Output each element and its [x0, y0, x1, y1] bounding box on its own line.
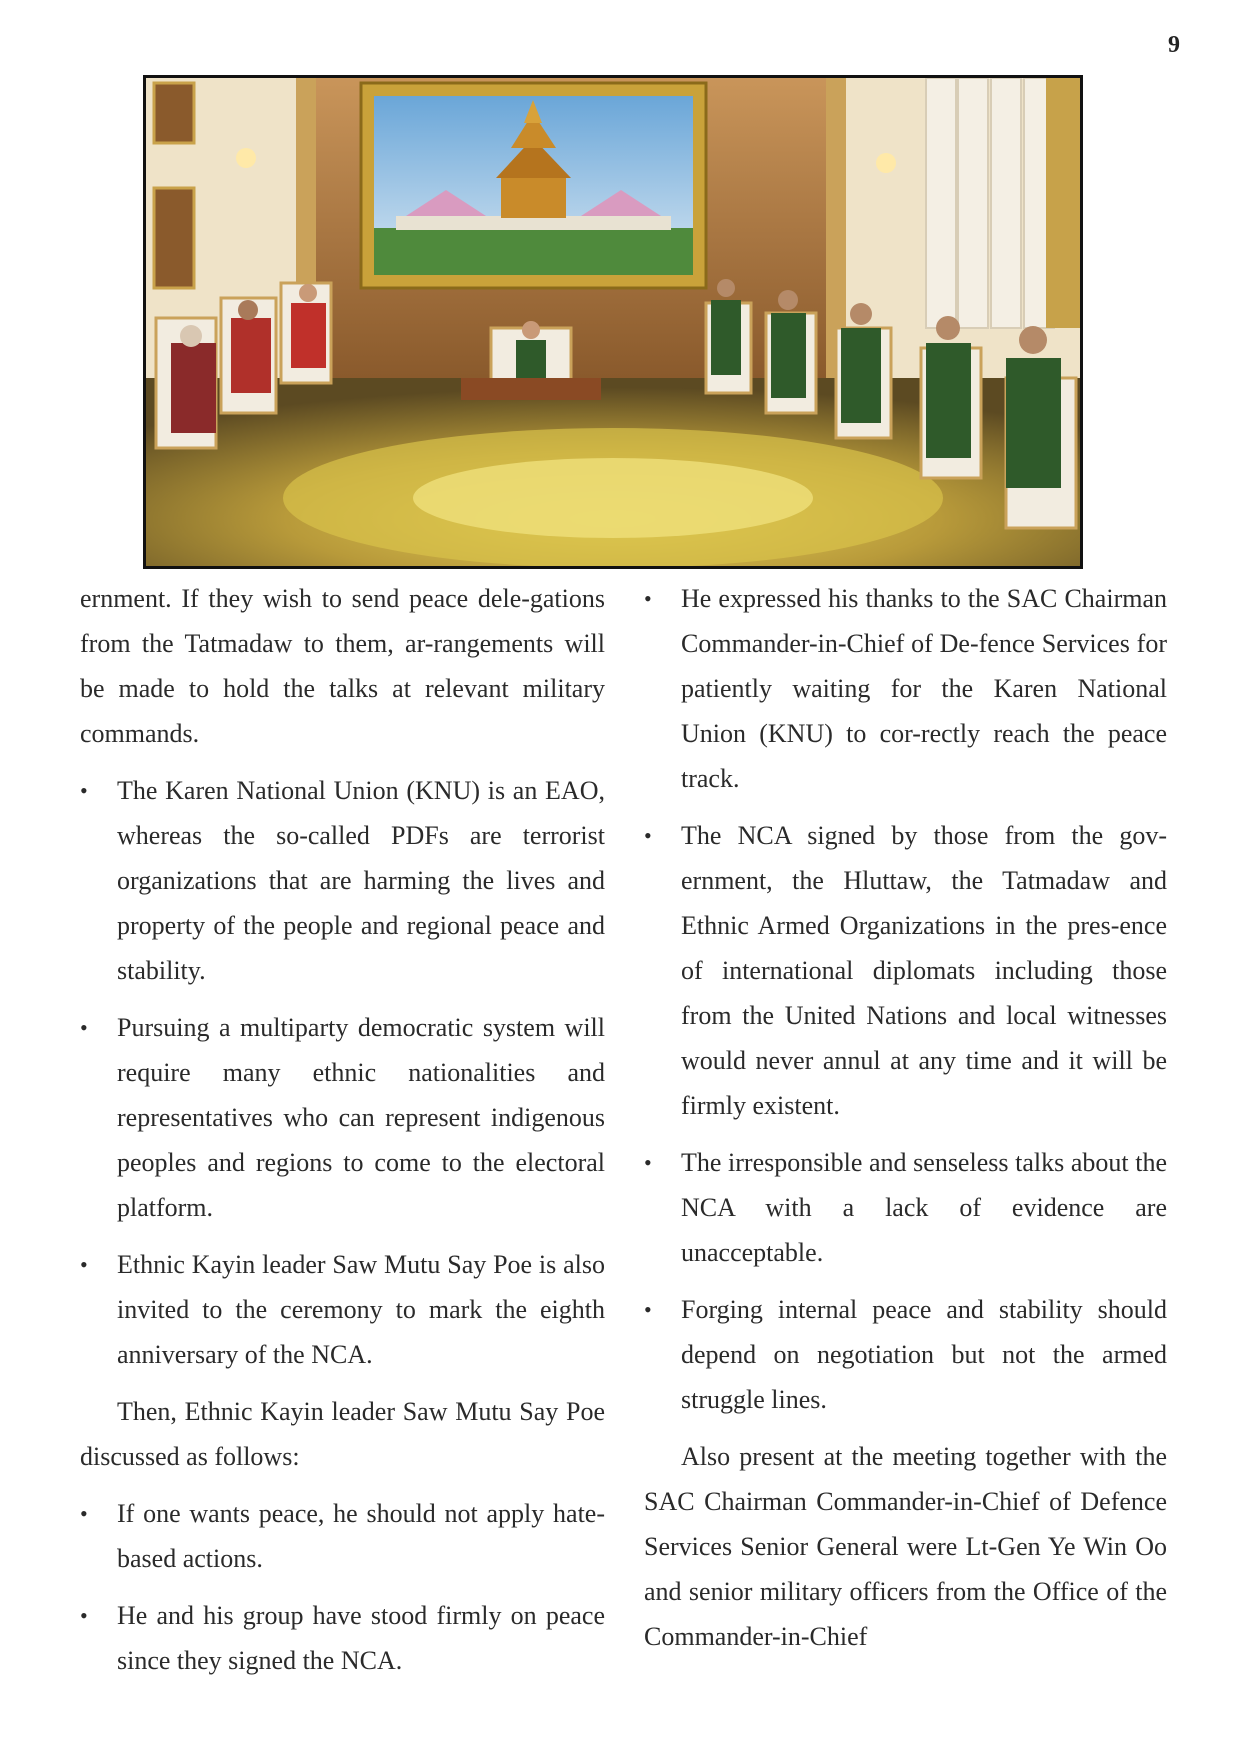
list-item: • The NCA signed by those from the gov-ernment, the Hluttaw, the Tatmadaw and Ethnic Armed Organizations in the pres-ence of international diplomats including those from the United Nations and local witnesses would never annul at any time and it will be firmly existent. [644, 813, 1167, 1128]
list-item: • Forging internal peace and stability should depend on negotiation but not the armed struggle lines. [644, 1287, 1167, 1422]
left-column [80, 576, 605, 1683]
list-item: • If one wants peace, he should not apply hate-based actions. [80, 1491, 605, 1581]
bullet-list-1 [80, 768, 605, 1377]
bullet-icon: • [80, 1603, 88, 1628]
meeting-photo [143, 75, 1083, 569]
bullet-icon: • [80, 778, 88, 803]
page-number: 9 [1168, 32, 1180, 58]
list-item: • The irresponsible and senseless talks about the NCA with a lack of evidence are unacceptable. [644, 1140, 1167, 1275]
list-item: • Ethnic Kayin leader Saw Mutu Say Poe is also invited to the ceremony to mark the eighth anniversary of the NCA. [80, 1242, 605, 1377]
bullet-icon: • [80, 1252, 88, 1277]
bullet-icon: • [80, 1501, 88, 1526]
list-item: • Pursuing a multiparty democratic system will require many ethnic nationalities and representatives who can represent indigenous peoples and regions to come to the electoral platform. [80, 1005, 605, 1230]
list-item: • The Karen National Union (KNU) is an EAO, whereas the so-called PDFs are terrorist organizations that are harming the lives and property of the people and regional peace and stability. [80, 768, 605, 993]
list-item: • He and his group have stood firmly on peace since they signed the NCA. [80, 1593, 605, 1683]
continuation-paragraph: ernment. If they wish to send peace dele-gations from the Tatmadaw to them, ar-rangements will be made to hold the talks at relevant military commands. [80, 584, 605, 748]
body-paragraph: Then, Ethnic Kayin leader Saw Mutu Say Poe discussed as follows: [80, 1397, 605, 1471]
bullet-list-2 [80, 1491, 605, 1683]
bullet-icon: • [644, 586, 652, 611]
bullet-list-3 [644, 576, 1167, 1422]
bullet-icon: • [80, 1015, 88, 1040]
list-item: • He expressed his thanks to the SAC Chairman Commander-in-Chief of De-fence Services for patiently waiting for the Karen National Union (KNU) to cor-rectly reach the peace track. [644, 576, 1167, 801]
right-column [644, 576, 1167, 1659]
bullet-icon: • [644, 1297, 652, 1322]
bullet-icon: • [644, 1150, 652, 1175]
bullet-icon: • [644, 823, 652, 848]
body-paragraph: Also present at the meeting together with the SAC Chairman Commander-in-Chief of Defence Services Senior General were Lt-Gen Ye Win Oo and senior military officers from the Office of the Commander-in-Chief [644, 1442, 1167, 1651]
